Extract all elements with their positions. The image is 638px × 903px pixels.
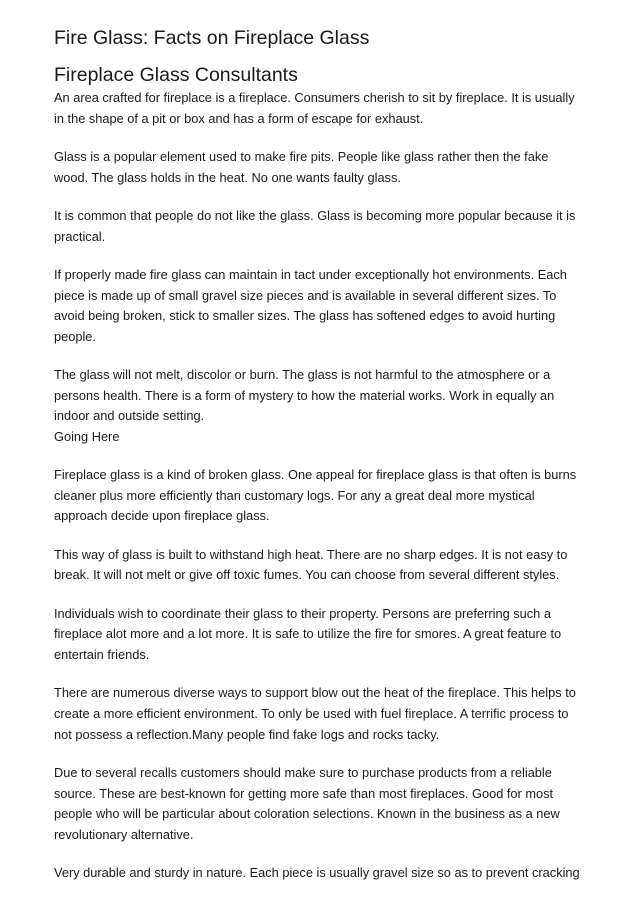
paragraph-line: revolutionary alternative. bbox=[54, 826, 194, 842]
document-body bbox=[54, 88, 594, 884]
paragraph-line: indoor and outside setting. bbox=[54, 408, 205, 424]
paragraph-line: persons health. There is a form of mystery to how the material works. Work in equally an bbox=[54, 387, 555, 403]
paragraph bbox=[54, 465, 594, 527]
paragraph-line: wood. The glass holds in the heat. No one wants faulty glass. bbox=[54, 169, 401, 185]
paragraph-line: practical. bbox=[54, 228, 106, 244]
paragraph bbox=[54, 545, 594, 586]
paragraph-line: Fireplace glass is a kind of broken glass. One appeal for fireplace glass is that often is burns bbox=[54, 467, 577, 483]
document-subtitle: Fireplace Glass Consultants bbox=[54, 64, 298, 86]
paragraph bbox=[54, 147, 594, 188]
paragraph-line: Very durable and sturdy in nature. Each piece is usually gravel size so as to prevent cracking bbox=[54, 865, 580, 881]
paragraph-line: avoid being broken, stick to smaller sizes. The glass has softened edges to avoid hurting bbox=[54, 308, 556, 324]
document-title: Fire Glass: Facts on Fireplace Glass bbox=[54, 27, 370, 49]
paragraph-line: people. bbox=[54, 328, 96, 344]
paragraph bbox=[54, 604, 594, 666]
paragraph-line: people who will be particular about coloration selections. Known in the business as a new bbox=[54, 806, 560, 822]
paragraph-line: fireplace alot more and a lot more. It is safe to utilize the fire for smores. A great feature to bbox=[54, 626, 562, 642]
paragraph-line: Going Here bbox=[54, 428, 120, 444]
paragraph-line: If properly made fire glass can maintain in tact under exceptionally hot environments. Each bbox=[54, 266, 567, 282]
paragraph bbox=[54, 863, 594, 884]
paragraph bbox=[54, 206, 594, 247]
paragraph-line: Individuals wish to coordinate their glass to their property. Persons are preferring such a bbox=[54, 605, 551, 621]
paragraph-line: break. It will not melt or give off toxic fumes. You can choose from several different styles. bbox=[54, 567, 560, 583]
paragraph-line: in the shape of a pit or box and has a form of escape for exhaust. bbox=[54, 110, 424, 126]
paragraph bbox=[54, 365, 594, 447]
paragraph bbox=[54, 88, 594, 129]
paragraph bbox=[54, 683, 594, 745]
paragraph-line: Due to several recalls customers should make sure to purchase products from a reliable bbox=[54, 765, 552, 781]
paragraph-line: piece is made up of small gravel size pieces and is available in several different sizes. To bbox=[54, 287, 557, 303]
paragraph-line: The glass will not melt, discolor or burn. The glass is not harmful to the atmosphere or a bbox=[54, 367, 551, 383]
paragraph bbox=[54, 763, 594, 845]
paragraph-line: approach decide upon fireplace glass. bbox=[54, 508, 270, 524]
paragraph-line: cleaner plus more efficiently than customary logs. For any a great deal more mystical bbox=[54, 487, 535, 503]
paragraph-line: create a more efficient environment. To only be used with fuel fireplace. A terrific process to bbox=[54, 706, 569, 722]
paragraph-line: Glass is a popular element used to make fire pits. People like glass rather then the fake bbox=[54, 148, 549, 164]
paragraph-line: This way of glass is built to withstand high heat. There are no sharp edges. It is not easy to bbox=[54, 546, 568, 562]
paragraph-line: It is common that people do not like the glass. Glass is becoming more popular because it is bbox=[54, 207, 576, 223]
paragraph-line: entertain friends. bbox=[54, 647, 150, 663]
paragraph-line: An area crafted for fireplace is a fireplace. Consumers cherish to sit by fireplace. It is usually bbox=[54, 90, 575, 105]
paragraph-line: source. These are best-known for getting more safe than most fireplaces. Good for most bbox=[54, 785, 554, 801]
paragraph-line: There are numerous diverse ways to support blow out the heat of the fireplace. This helps to bbox=[54, 685, 576, 701]
document-page bbox=[54, 24, 594, 902]
paragraph bbox=[54, 265, 594, 347]
paragraph-line: not possess a reflection.Many people find fake logs and rocks tacky. bbox=[54, 726, 440, 742]
